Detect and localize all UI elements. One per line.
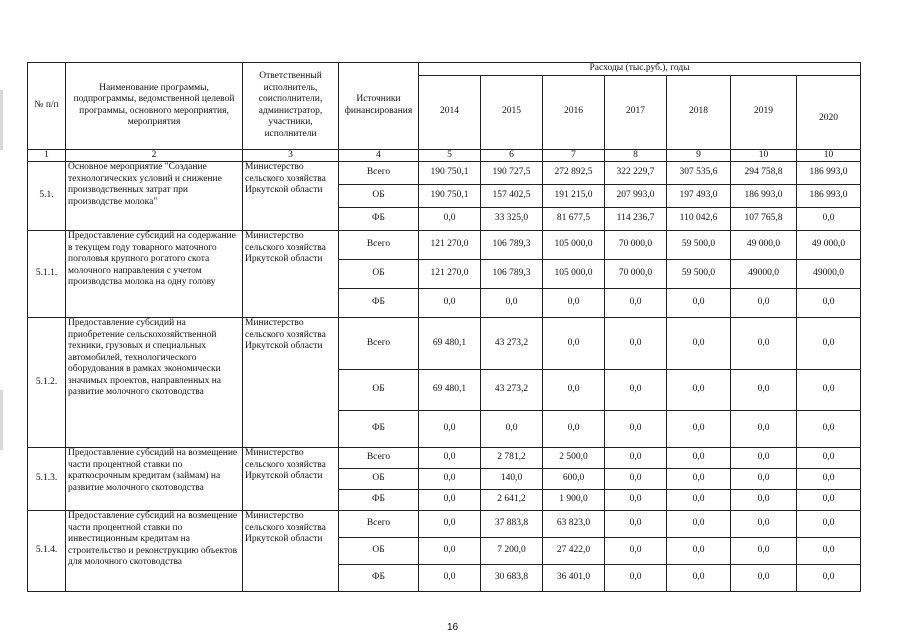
expenses-table: [27, 62, 861, 592]
activity-name: Предоставление субсидий на содержание в текущем году товарного маточного поголовья крупного рогатого скота молочного направления с учетом производства молока на одну голову: [66, 231, 243, 318]
activity-name: Основное мероприятие "Создание технологических условий и снижение производственных затрат при производстве молока": [66, 162, 243, 231]
col-index: 2: [66, 149, 243, 162]
col-index: 5: [419, 149, 481, 162]
expense-value: 0,0: [731, 318, 797, 370]
expense-value: 0,0: [605, 511, 667, 538]
expense-value: 0,0: [605, 469, 667, 490]
expense-value: 105 000,0: [543, 231, 605, 260]
expense-value: 107 765,8: [731, 208, 797, 231]
expense-value: 191 215,0: [543, 185, 605, 208]
year-header: 2014: [419, 75, 481, 149]
expense-value: 186 993,0: [797, 162, 861, 185]
expense-value: 0,0: [419, 289, 481, 318]
expense-value: 0,0: [605, 565, 667, 592]
expense-value: 0,0: [667, 318, 731, 370]
responsible-executor: Министерство сельского хозяйства Иркутской области: [243, 318, 339, 448]
expense-value: 0,0: [731, 490, 797, 511]
activity-name: Предоставление субсидий на возмещение части процентной ставки по краткосрочным кредитам (займам) на развитие молочного скотоводства: [66, 448, 243, 511]
expense-value: 49 000,0: [731, 231, 797, 260]
expense-value: 0,0: [731, 370, 797, 411]
expense-value: 0,0: [667, 565, 731, 592]
funding-source: ФБ: [339, 565, 419, 592]
expense-value: 33 325,0: [481, 208, 543, 231]
expense-value: 49000,0: [731, 260, 797, 289]
expense-value: 157 402,5: [481, 185, 543, 208]
table-row: [28, 318, 861, 370]
expense-value: 0,0: [481, 289, 543, 318]
expense-value: 0,0: [667, 411, 731, 448]
expense-value: 0,0: [481, 411, 543, 448]
expense-value: 294 758,8: [731, 162, 797, 185]
expense-value: 114 236,7: [605, 208, 667, 231]
expense-value: 70 000,0: [605, 260, 667, 289]
row-number: 5.1.4.: [28, 511, 66, 592]
responsible-executor: Министерство сельского хозяйства Иркутской области: [243, 448, 339, 511]
expense-value: 190 750,1: [419, 185, 481, 208]
expense-value: 0,0: [797, 448, 861, 469]
responsible-executor: Министерство сельского хозяйства Иркутской области: [243, 511, 339, 592]
expense-value: 81 677,5: [543, 208, 605, 231]
expense-value: 0,0: [797, 370, 861, 411]
header-expenses: Расходы (тыс.руб.), годы: [419, 63, 861, 76]
responsible-executor: Министерство сельского хозяйства Иркутской области: [243, 162, 339, 231]
expense-value: 190 727,5: [481, 162, 543, 185]
expense-value: 0,0: [543, 370, 605, 411]
scan-edge-mark: [0, 390, 3, 450]
expense-value: 0,0: [605, 370, 667, 411]
expense-value: 0,0: [797, 511, 861, 538]
expense-value: 30 683,8: [481, 565, 543, 592]
expense-value: 110 042,6: [667, 208, 731, 231]
expense-value: 0,0: [419, 538, 481, 565]
activity-name: Предоставление субсидий на приобретение сельскохозяйственной техники, грузовых и специальных автомобилей, технологического оборудования в рамках экономически значимых проектов, направленных на развитие молочного скотоводства: [66, 318, 243, 448]
col-index: 1: [28, 149, 66, 162]
expense-value: 0,0: [543, 289, 605, 318]
col-index: 4: [339, 149, 419, 162]
table-body: [28, 63, 861, 592]
expense-value: 0,0: [667, 511, 731, 538]
year-header: 2016: [543, 75, 605, 149]
funding-source: ОБ: [339, 185, 419, 208]
expense-value: 0,0: [667, 490, 731, 511]
funding-source: ОБ: [339, 260, 419, 289]
expense-value: 69 480,1: [419, 370, 481, 411]
funding-source: Всего: [339, 511, 419, 538]
funding-source: Всего: [339, 448, 419, 469]
expense-value: 0,0: [797, 565, 861, 592]
expense-value: 186 993,0: [797, 185, 861, 208]
funding-source: ФБ: [339, 411, 419, 448]
expense-value: 600,0: [543, 469, 605, 490]
header-num: № п/п: [28, 63, 66, 150]
expense-value: 43 273,2: [481, 318, 543, 370]
row-number: 5.1.1.: [28, 231, 66, 318]
table-row: [28, 448, 861, 469]
col-index: 7: [543, 149, 605, 162]
expense-value: 0,0: [419, 469, 481, 490]
table-row: [28, 511, 861, 538]
year-header: 2018: [667, 75, 731, 149]
row-number: 5.1.: [28, 162, 66, 231]
funding-source: Всего: [339, 162, 419, 185]
expense-value: 0,0: [731, 565, 797, 592]
funding-source: ОБ: [339, 469, 419, 490]
expense-value: 0,0: [419, 448, 481, 469]
expense-value: 0,0: [731, 538, 797, 565]
expense-value: 0,0: [667, 370, 731, 411]
expense-value: 322 229,7: [605, 162, 667, 185]
expense-value: 0,0: [419, 565, 481, 592]
expense-value: 2 641,2: [481, 490, 543, 511]
header-responsible: Ответственный исполнитель, соисполнители, администратор, участники, исполнители: [243, 63, 339, 150]
table-row: [28, 162, 861, 185]
table-row: [28, 231, 861, 260]
funding-source: ОБ: [339, 370, 419, 411]
expense-value: 7 200,0: [481, 538, 543, 565]
expense-value: 197 493,0: [667, 185, 731, 208]
expense-value: 69 480,1: [419, 318, 481, 370]
expense-value: 121 270,0: [419, 231, 481, 260]
row-number: 5.1.2.: [28, 318, 66, 448]
row-number: 5.1.3.: [28, 448, 66, 511]
expense-value: 1 900,0: [543, 490, 605, 511]
expense-value: 0,0: [419, 411, 481, 448]
col-index: 9: [667, 149, 731, 162]
page-number: 16: [446, 622, 459, 633]
funding-source: Всего: [339, 231, 419, 260]
expense-value: 105 000,0: [543, 260, 605, 289]
expense-value: 106 789,3: [481, 260, 543, 289]
activity-name: Предоставление субсидий на возмещение части процентной ставки по инвестиционным кредитам на строительство и реконструкцию объектов для молочного скотоводства: [66, 511, 243, 592]
expense-value: 0,0: [543, 318, 605, 370]
expense-value: 0,0: [605, 318, 667, 370]
expense-value: 0,0: [543, 411, 605, 448]
column-index-row: [28, 149, 861, 162]
expense-value: 49000,0: [797, 260, 861, 289]
funding-source: ФБ: [339, 208, 419, 231]
expense-value: 63 823,0: [543, 511, 605, 538]
expense-value: 2 500,0: [543, 448, 605, 469]
expense-value: 37 883,8: [481, 511, 543, 538]
expense-value: 0,0: [667, 289, 731, 318]
expense-value: 59 500,0: [667, 260, 731, 289]
expense-value: 0,0: [797, 318, 861, 370]
year-header: 2017: [605, 75, 667, 149]
expense-value: 207 993,0: [605, 185, 667, 208]
expense-value: 0,0: [419, 208, 481, 231]
expense-value: 0,0: [667, 538, 731, 565]
expense-value: 0,0: [731, 411, 797, 448]
expense-value: 186 993,0: [731, 185, 797, 208]
expense-value: 0,0: [605, 411, 667, 448]
expense-value: 2 781,2: [481, 448, 543, 469]
header-name: Наименование программы, подпрограммы, ведомственной целевой программы, основного мероприятия, мероприятия: [66, 63, 243, 150]
expense-value: 272 892,5: [543, 162, 605, 185]
col-index: 10: [797, 149, 861, 162]
col-index: 10: [731, 149, 797, 162]
expense-value: 0,0: [797, 469, 861, 490]
funding-source: ФБ: [339, 490, 419, 511]
expense-value: 0,0: [797, 538, 861, 565]
expense-value: 140,0: [481, 469, 543, 490]
expense-value: 0,0: [605, 289, 667, 318]
expense-value: 0,0: [605, 538, 667, 565]
expense-value: 0,0: [667, 469, 731, 490]
funding-source: ФБ: [339, 289, 419, 318]
year-header: 2019: [731, 75, 797, 149]
expense-value: 0,0: [419, 490, 481, 511]
expense-value: 190 750,1: [419, 162, 481, 185]
header-row: [28, 63, 861, 76]
responsible-executor: Министерство сельского хозяйства Иркутской области: [243, 231, 339, 318]
expense-value: 70 000,0: [605, 231, 667, 260]
expense-value: 121 270,0: [419, 260, 481, 289]
expense-value: 106 789,3: [481, 231, 543, 260]
expense-value: 59 500,0: [667, 231, 731, 260]
col-index: 3: [243, 149, 339, 162]
expense-value: 27 422,0: [543, 538, 605, 565]
expense-value: 0,0: [731, 289, 797, 318]
expense-value: 307 535,6: [667, 162, 731, 185]
expense-value: 0,0: [797, 411, 861, 448]
scan-edge-mark: [0, 90, 3, 150]
expense-value: 0,0: [605, 448, 667, 469]
funding-source: ОБ: [339, 538, 419, 565]
col-index: 8: [605, 149, 667, 162]
expense-value: 43 273,2: [481, 370, 543, 411]
header-sources: Источники финансирования: [339, 63, 419, 150]
expense-value: 0,0: [419, 511, 481, 538]
col-index: 6: [481, 149, 543, 162]
expense-value: 0,0: [797, 289, 861, 318]
expense-value: 36 401,0: [543, 565, 605, 592]
expense-value: 49 000,0: [797, 231, 861, 260]
year-header: 2020: [797, 75, 861, 149]
year-header: 2015: [481, 75, 543, 149]
expense-value: 0,0: [605, 490, 667, 511]
expense-value: 0,0: [797, 208, 861, 231]
expense-value: 0,0: [797, 490, 861, 511]
expense-value: 0,0: [731, 511, 797, 538]
expense-value: 0,0: [667, 448, 731, 469]
funding-source: Всего: [339, 318, 419, 370]
expense-value: 0,0: [731, 469, 797, 490]
expense-value: 0,0: [731, 448, 797, 469]
